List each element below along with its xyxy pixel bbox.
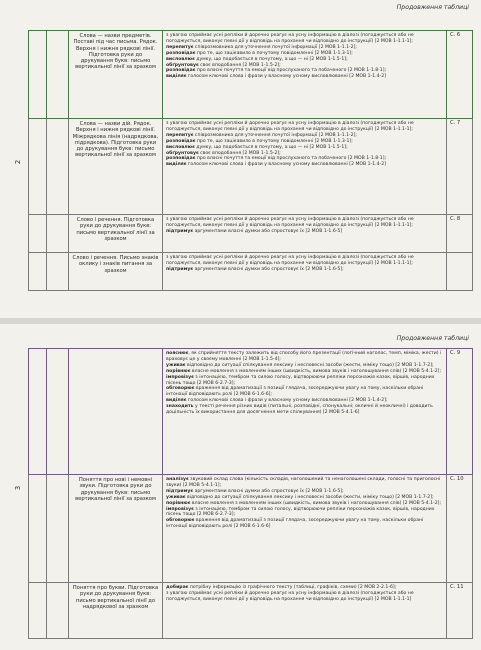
outcomes-cell [163,475,447,583]
page-ref: С. 11 [447,583,473,639]
empty-cell [29,475,47,583]
empty-cell [47,583,69,639]
empty-cell [47,31,69,119]
page-ref: С. 6 [447,31,473,119]
empty-cell [47,119,69,215]
empty-cell [47,215,69,253]
outcome-line: обговорює враження від драматизації з позиції глядача, зосереджуючи увагу на тому, наскільки обрані інтонації відповідають ролі [2 МОВ 6-1.6-6]; [166,386,424,398]
outcome-line: перепитує співрозмовника для уточнення почутої інформації [2 МОВ 1-1.1-2]; [166,44,357,50]
empty-cell [47,475,69,583]
outcomes-cell [163,253,447,291]
outcome-line: виділяє голосом ключові слова і фрази у власному усному висловлюванні [2 МОВ 1-1.4-2] [166,162,386,168]
page-number: 2 [14,159,23,165]
outcome-line: розповідає про те, що зацікавило в почутому повідомленні [2 МОВ 1-1.3-1]; [166,138,353,144]
table-row [29,253,473,291]
page-ref: С. 9 [447,349,473,475]
outcome-line: пояснює, як сприйняття тексту залежить від способу його презентації (логічний наголос, темп, міміка, жести) і враховує це у своєму мовленні [2 МОВ 1-1.5-4]; [166,351,442,362]
page-bottom [0,324,481,650]
outcome-line: підтримує аргументами власні думки або спростовує їх [2 МОВ 1-1.6-5] [166,228,343,234]
topic-cell: Поняття про нові і немовні звуки. Підготовка руки до друкування букв: письмо вертикальної лінії за зразком [69,475,163,583]
outcomes-cell [163,583,447,639]
topic-cell: Поняття про букви. Підготовка руки до друкування букв: письмо вертикальної лінії до надрядкової за зразком [69,583,163,639]
outcome-line: порівнює власне мовлення з мовленням інших (швидкість, вимова звуків і наголошування слів) [2 МОВ 5-4.1-2]; [166,500,442,506]
empty-cell [29,253,47,291]
outcome-line: з увагою сприймає усні репліки й доречно реагує на усну інформацію в діалозі (погоджується або не погоджується, виконує певні дії у відповідь на прохання чи відповідно до інструкції) [2 МОВ 1-1.1-1]; [166,217,414,228]
table-row [29,349,473,475]
outcome-line: імпровізує з інтонацією, тембром та силою голосу, відтворюючи репліки персонажів казок, віршів, народних пісень тощо [2 МОВ 6-2.7-3]; [166,506,435,518]
outcome-line: уживає відповідно до ситуації спілкування лексику і несловесні засоби (жести, міміку тощо) [2 МОВ 1-1.7-2]; [166,494,434,500]
topic-cell [69,349,163,475]
topic-cell: Слово і речення. Письмо знаків оклику і знаків питання за зразком [69,253,163,291]
outcome-line: висловлює думку, що подобається в почутому, а що — ні [2 МОВ 1-1.5-1]; [166,144,348,150]
topic-cell: Слова — назви предметів. Поставі під час письма. Рядок. Верхня і нижня рядкові лінії. Підготовка руки до друкування букв: письмо вертикальної лінії за зразком [69,31,163,119]
empty-cell [47,253,69,291]
topic-cell: Слова — назви дій. Рядок. Верхня і нижня рядкові лінії. Міжрядкова лінія (надрядкова, підрядкова). Підготовка руки до друкування букв: письмо вертикальної лінії за зразком [69,119,163,215]
outcome-line: уживає відповідно до ситуації спілкування лексику і несловесні засоби (жести, міміку тощо) [2 МОВ 1-1.7-2]; [166,362,434,368]
page-ref [447,253,473,291]
topic-cell: Слово і речення. Підготовка руки до друкування букв: письмо вертикальної лінії за зразком [69,215,163,253]
page-ref: С. 8 [447,215,473,253]
empty-cell [47,349,69,475]
table-row [29,475,473,583]
outcomes-table [28,30,473,291]
outcome-line: обґрунтовує своє вподобання [2 МОВ 1-1.5-2]; [166,62,281,68]
continuation-label: Продовження таблиці [396,335,469,342]
page-ref: С. 10 [447,475,473,583]
outcomes-cell [163,119,447,215]
empty-cell [29,119,47,215]
outcome-line: перепитує співрозмовника для уточнення почутої інформації [2 МОВ 1-1.1-2]; [166,132,357,138]
outcomes-cell [163,349,447,475]
page-ref: С. 7 [447,119,473,215]
outcomes-cell [163,31,447,119]
outcome-line: знаходить у тексті речення різних видів (питальні, розповідні, спонукальні; окличні й неокличні) і доводить доцільність їх використання для досягнення мети спілкування) [2 МОВ 5-4.1-6] [166,404,433,416]
outcome-line: обґрунтовує своє вподобання [2 МОВ 1-1.5-2]; [166,150,281,156]
outcome-line: з увагою сприймає усні репліки й доречно реагує на усну інформацію в діалозі (погоджується або не погоджується, виконує певні дії у відповідь на прохання чи відповідно до інструкції) [2 МОВ 1-1.1-1]; [166,33,414,44]
outcome-line: з увагою сприймає усні репліки й доречно реагує на усну інформацію в діалозі (погоджується або не погоджується, виконує певні дії у відповідь на прохання чи відповідно до інструкції) [2 МОВ 1-1.1-1]; [166,255,414,266]
outcome-line: імпровізує з інтонацією, тембром та силою голосу, відтворюючи репліки персонажів казок, віршів, народних пісень тощо [2 МОВ 6-2.7-3]; [166,374,435,386]
continuation-label: Продовження таблиці [396,4,469,11]
outcome-line: з увагою сприймає усні репліки й доречно реагує на усну інформацію в діалозі (погоджується або не погоджується, виконує певні дії у відповідь на прохання чи відповідно до інструкції) [2 МОВ 1-1.1-1] [166,590,414,602]
outcome-line: виділяє голосом ключові слова і фрази у власному усному висловлюванні [2 МОВ 1-1.4-2] [166,74,386,80]
empty-cell [29,215,47,253]
outcome-line: розповідає про власні почуття та емоції від прослуханого та побаченого [2 МОВ 1-1.8-1]; [166,156,387,162]
outcome-line: добирає потрібну інформацію із графічного тексту (таблиці, графіків, схеми) [2 МОВ 2-2.1-6]; [166,585,397,590]
outcome-line: порівнює власне мовлення з мовленням інших (швидкість, вимова звуків і наголошування слів) [2 МОВ 5-4.1-2]; [166,368,442,374]
empty-cell [29,31,47,119]
table-row [29,31,473,119]
empty-cell [29,349,47,475]
outcome-line: розповідає про те, що зацікавило в почутому повідомленні [2 МОВ 1-1.3-1]; [166,50,353,56]
outcome-line: обговорює враження від драматизації з позиції глядача, зосереджуючи увагу на тому, наскільки обрані інтонації відповідають ролі [2 МОВ 6-1.6-6] [166,518,424,530]
page-top [0,0,481,318]
outcome-line: аналізує звуковий склад слова (кількість складів, наголошений та ненаголошені склади, голосні та приголосні звуки) [2 МОВ 5-4.1-1]; [166,477,441,488]
outcome-line: з увагою сприймає усні репліки й доречно реагує на усну інформацію в діалозі (погоджується або не погоджується, виконує певні дії у відповідь на прохання чи відповідно до інструкції) [2 МОВ 1-1.1-1]; [166,121,414,132]
outcome-line: виділяє голосом ключові слова і фрази у власному усному висловлюванні [2 МОВ 1-1.4-2]; [166,398,388,404]
outcome-line: підтримує аргументами власні думки або спростовує їх [2 МОВ 1-1.6-5]; [166,266,344,272]
outcome-line: розповідає про власні почуття та емоції від прослуханого та побаченого [2 МОВ 1-1.8-1]; [166,68,387,74]
outcome-line: підтримує аргументами власні думки або спростовує їх [2 МОВ 1-1.6-5]; [166,488,344,494]
page-number: 3 [14,485,23,491]
empty-cell [29,583,47,639]
outcomes-table [28,348,473,639]
table-row [29,119,473,215]
outcome-line: висловлює думку, що подобається в почутому, а що — ні [2 МОВ 1-1.5-1]; [166,56,348,62]
outcomes-cell [163,215,447,253]
table-row [29,583,473,639]
table-row [29,215,473,253]
